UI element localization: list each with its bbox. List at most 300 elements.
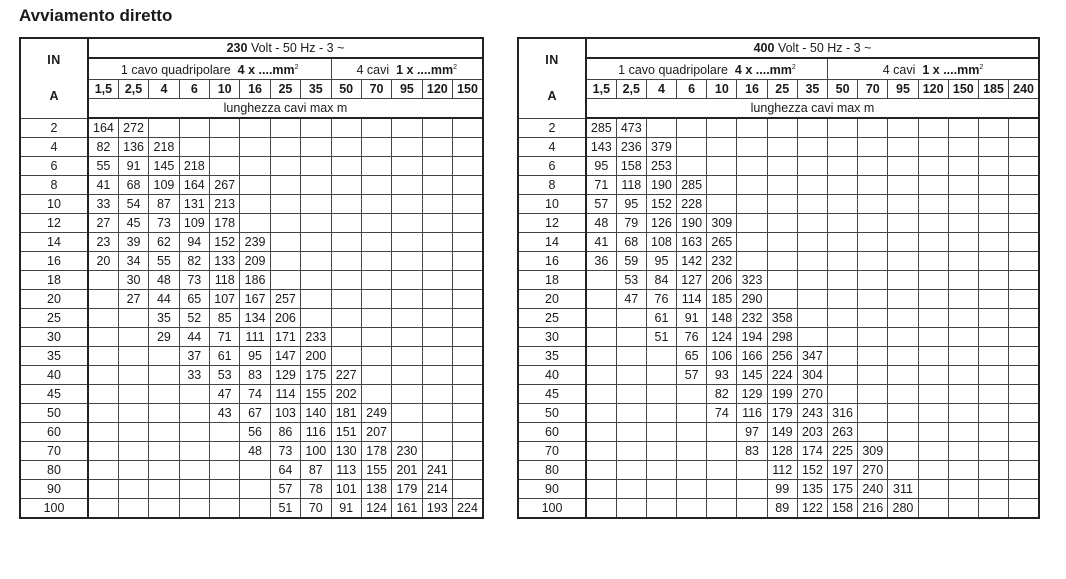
length-cell (707, 195, 737, 214)
length-cell: 44 (179, 328, 209, 347)
length-cell (948, 290, 978, 309)
length-cell: 95 (240, 347, 270, 366)
length-cell (737, 176, 767, 195)
length-cell: 270 (797, 385, 827, 404)
length-cell: 51 (646, 328, 676, 347)
length-cell: 145 (737, 366, 767, 385)
length-cell: 57 (586, 195, 616, 214)
length-cell (918, 176, 948, 195)
length-cell (707, 461, 737, 480)
length-cell (331, 118, 361, 138)
length-cell: 114 (270, 385, 300, 404)
length-cell (978, 176, 1008, 195)
quadripolar-label: 1 cavo quadripolare (120, 63, 231, 78)
length-cell: 218 (149, 138, 179, 157)
length-cell (616, 385, 646, 404)
length-cell (453, 423, 484, 442)
length-cell: 87 (301, 461, 331, 480)
length-cell (948, 214, 978, 233)
length-cell: 23 (88, 233, 118, 252)
length-cell (858, 290, 888, 309)
length-cell (149, 480, 179, 499)
length-cell: 39 (118, 233, 148, 252)
length-cell (858, 176, 888, 195)
length-cell (149, 461, 179, 480)
length-cell: 91 (331, 499, 361, 519)
length-cell (301, 252, 331, 271)
length-cell (392, 195, 422, 214)
length-cell (422, 309, 452, 328)
length-cell: 142 (677, 252, 707, 271)
length-cell (331, 176, 361, 195)
section-header: 4 (646, 80, 676, 99)
length-cell (392, 366, 422, 385)
length-cell: 101 (331, 480, 361, 499)
length-cell (422, 366, 452, 385)
length-cell (149, 404, 179, 423)
length-label: lunghezza cavi max m (88, 99, 483, 119)
length-cell (392, 347, 422, 366)
length-cell: 152 (797, 461, 827, 480)
length-cell: 473 (616, 118, 646, 138)
current-value: 14 (20, 233, 88, 252)
table-row (20, 347, 483, 366)
length-cell (737, 461, 767, 480)
length-cell (331, 252, 361, 271)
length-cell: 140 (301, 404, 331, 423)
length-cell (616, 442, 646, 461)
length-cell: 116 (301, 423, 331, 442)
length-cell (331, 347, 361, 366)
length-cell: 155 (361, 461, 391, 480)
current-value: 100 (20, 499, 88, 519)
length-cell: 227 (331, 366, 361, 385)
length-cell (646, 442, 676, 461)
length-cell (767, 233, 797, 252)
length-cell (422, 176, 452, 195)
length-cell: 78 (301, 480, 331, 499)
table-row (20, 480, 483, 499)
length-cell (918, 366, 948, 385)
length-cell (179, 118, 209, 138)
voltage-spec: Volt - 50 Hz - 3 ~ (247, 41, 345, 55)
length-cell (978, 328, 1008, 347)
section-header: 35 (797, 80, 827, 99)
length-cell: 103 (270, 404, 300, 423)
current-value: 50 (20, 404, 88, 423)
length-cell: 298 (767, 328, 797, 347)
section-header: 70 (858, 80, 888, 99)
length-cell: 93 (707, 366, 737, 385)
length-cell (616, 423, 646, 442)
length-cell (118, 404, 148, 423)
table-row (20, 214, 483, 233)
length-cell: 263 (828, 423, 858, 442)
length-cell (858, 347, 888, 366)
length-cell: 230 (392, 442, 422, 461)
length-cell (88, 423, 118, 442)
length-cell: 285 (677, 176, 707, 195)
quadripolar-formula: 4 x ....mm (734, 63, 792, 78)
current-value: 35 (518, 347, 586, 366)
length-cell (767, 214, 797, 233)
length-cell (737, 499, 767, 519)
single-cables-formula: 1 x ....mm (396, 63, 454, 78)
length-cell: 84 (646, 271, 676, 290)
length-cell (270, 214, 300, 233)
length-cell (737, 233, 767, 252)
length-cell (767, 252, 797, 271)
length-cell: 158 (616, 157, 646, 176)
length-cell (948, 252, 978, 271)
length-cell: 347 (797, 347, 827, 366)
length-cell: 95 (646, 252, 676, 271)
length-cell: 94 (179, 233, 209, 252)
table-row (20, 157, 483, 176)
length-cell: 323 (737, 271, 767, 290)
length-cell: 53 (210, 366, 240, 385)
length-cell (422, 195, 452, 214)
length-cell (586, 328, 616, 347)
length-cell (978, 118, 1008, 138)
length-cell (392, 423, 422, 442)
length-cell (858, 423, 888, 442)
length-cell: 82 (179, 252, 209, 271)
section-header: 16 (240, 80, 270, 99)
length-cell: 186 (240, 271, 270, 290)
length-cell: 151 (331, 423, 361, 442)
length-cell (392, 271, 422, 290)
length-cell (422, 385, 452, 404)
in-column-header (20, 38, 88, 118)
current-value: 90 (20, 480, 88, 499)
length-cell (586, 461, 616, 480)
length-cell (888, 195, 918, 214)
length-cell (888, 176, 918, 195)
length-cell (1009, 480, 1039, 499)
length-cell (240, 480, 270, 499)
length-cell (858, 366, 888, 385)
section-header: 95 (888, 80, 918, 99)
length-cell (331, 157, 361, 176)
length-cell: 225 (828, 442, 858, 461)
current-value: 30 (20, 328, 88, 347)
length-cell (179, 461, 209, 480)
length-cell (797, 233, 827, 252)
length-cell (828, 252, 858, 271)
table-row (518, 118, 1039, 138)
table-row (518, 404, 1039, 423)
length-cell (1009, 423, 1039, 442)
length-cell: 35 (149, 309, 179, 328)
length-cell (858, 214, 888, 233)
length-cell (210, 423, 240, 442)
length-cell (422, 328, 452, 347)
current-value: 80 (518, 461, 586, 480)
single-cables-sup: 2 (979, 64, 984, 71)
length-cell: 194 (737, 328, 767, 347)
length-cell (453, 157, 484, 176)
length-cell (737, 157, 767, 176)
length-cell (797, 157, 827, 176)
section-header: 150 (948, 80, 978, 99)
length-cell (88, 404, 118, 423)
length-cell (422, 347, 452, 366)
length-cell: 68 (118, 176, 148, 195)
length-cell (707, 442, 737, 461)
length-cell: 57 (677, 366, 707, 385)
length-cell (646, 347, 676, 366)
length-cell: 33 (179, 366, 209, 385)
length-cell: 232 (737, 309, 767, 328)
length-cell: 54 (118, 195, 148, 214)
length-cell (858, 233, 888, 252)
length-cell (978, 385, 1008, 404)
length-cell: 118 (616, 176, 646, 195)
length-cell (888, 461, 918, 480)
length-cell: 285 (586, 118, 616, 138)
length-cell: 129 (270, 366, 300, 385)
section-header: 240 (1009, 80, 1039, 99)
section-header: 6 (179, 80, 209, 99)
length-cell: 109 (149, 176, 179, 195)
length-cell (392, 118, 422, 138)
single-cables-header (828, 58, 1040, 80)
length-cell: 34 (118, 252, 148, 271)
length-cell: 167 (240, 290, 270, 309)
length-cell (888, 252, 918, 271)
length-cell: 70 (301, 499, 331, 519)
length-cell (453, 404, 484, 423)
voltage-spec: Volt - 50 Hz - 3 ~ (774, 41, 872, 55)
length-cell: 232 (707, 252, 737, 271)
length-cell: 175 (828, 480, 858, 499)
length-cell (586, 385, 616, 404)
length-cell: 85 (210, 309, 240, 328)
length-cell (240, 138, 270, 157)
length-cell: 114 (677, 290, 707, 309)
current-value: 35 (20, 347, 88, 366)
length-cell (828, 347, 858, 366)
section-header: 16 (737, 80, 767, 99)
length-cell: 193 (422, 499, 452, 519)
length-cell (858, 118, 888, 138)
length-cell (646, 480, 676, 499)
length-cell (586, 366, 616, 385)
length-cell (978, 442, 1008, 461)
length-cell (361, 233, 391, 252)
table-row (20, 385, 483, 404)
length-cell: 309 (858, 442, 888, 461)
length-cell: 107 (210, 290, 240, 309)
current-value: 14 (518, 233, 586, 252)
length-cell (149, 366, 179, 385)
table-row (518, 290, 1039, 309)
length-cell (888, 214, 918, 233)
length-cell (586, 499, 616, 519)
length-cell: 206 (707, 271, 737, 290)
length-cell (422, 290, 452, 309)
table-row (518, 347, 1039, 366)
table-row (20, 423, 483, 442)
length-cell: 228 (677, 195, 707, 214)
length-cell (301, 290, 331, 309)
length-cell (1009, 385, 1039, 404)
length-cell (179, 138, 209, 157)
length-cell: 118 (210, 271, 240, 290)
length-cell: 36 (586, 252, 616, 271)
current-value: 4 (20, 138, 88, 157)
section-header: 1,5 (586, 80, 616, 99)
quadripolar-formula: 4 x ....mm (237, 63, 295, 78)
length-cell (453, 328, 484, 347)
length-cell (118, 366, 148, 385)
length-cell: 64 (270, 461, 300, 480)
length-cell (586, 309, 616, 328)
length-cell (331, 214, 361, 233)
length-cell: 309 (707, 214, 737, 233)
length-cell (918, 461, 948, 480)
length-cell: 197 (828, 461, 858, 480)
page-title: Avviamento diretto (19, 6, 173, 25)
length-cell (240, 195, 270, 214)
length-cell (948, 442, 978, 461)
length-cell: 51 (270, 499, 300, 519)
length-cell (888, 290, 918, 309)
cable-table-400v (517, 37, 1040, 519)
length-cell: 243 (797, 404, 827, 423)
length-cell (707, 423, 737, 442)
length-cell (422, 138, 452, 157)
length-cell (210, 138, 240, 157)
current-value: 70 (20, 442, 88, 461)
length-cell (828, 214, 858, 233)
length-cell: 41 (88, 176, 118, 195)
length-cell (677, 404, 707, 423)
length-cell: 190 (646, 176, 676, 195)
length-cell: 214 (422, 480, 452, 499)
length-cell: 166 (737, 347, 767, 366)
length-cell (707, 480, 737, 499)
table-row (518, 366, 1039, 385)
length-cell: 73 (179, 271, 209, 290)
length-cell: 41 (586, 233, 616, 252)
length-cell: 135 (797, 480, 827, 499)
current-value: 25 (20, 309, 88, 328)
length-cell (240, 157, 270, 176)
length-cell (453, 366, 484, 385)
length-cell (978, 499, 1008, 519)
length-cell (149, 442, 179, 461)
length-cell (888, 385, 918, 404)
length-cell (149, 499, 179, 519)
single-cables-formula: 1 x ....mm (922, 63, 980, 78)
length-cell: 116 (737, 404, 767, 423)
length-cell: 136 (118, 138, 148, 157)
length-cell (918, 385, 948, 404)
length-cell (677, 480, 707, 499)
length-cell (361, 347, 391, 366)
length-cell: 200 (301, 347, 331, 366)
length-cell (767, 290, 797, 309)
table-row (20, 195, 483, 214)
length-cell (948, 423, 978, 442)
length-cell (858, 309, 888, 328)
length-cell (118, 423, 148, 442)
length-cell (737, 138, 767, 157)
length-cell (1009, 195, 1039, 214)
length-cell (948, 404, 978, 423)
length-cell: 71 (210, 328, 240, 347)
length-cell: 83 (737, 442, 767, 461)
length-cell (88, 442, 118, 461)
length-cell: 74 (240, 385, 270, 404)
length-cell (888, 442, 918, 461)
section-row (20, 80, 483, 99)
length-cell: 111 (240, 328, 270, 347)
length-cell (918, 233, 948, 252)
length-cell (918, 328, 948, 347)
length-cell: 83 (240, 366, 270, 385)
length-cell: 253 (646, 157, 676, 176)
current-value: 12 (518, 214, 586, 233)
length-cell (737, 480, 767, 499)
table-row (20, 138, 483, 157)
length-cell (828, 290, 858, 309)
voltage-value: 230 (226, 41, 248, 55)
length-cell: 224 (453, 499, 484, 519)
length-cell (453, 442, 484, 461)
length-cell: 199 (767, 385, 797, 404)
length-cell (586, 290, 616, 309)
length-cell (948, 328, 978, 347)
length-cell (948, 366, 978, 385)
length-cell: 130 (331, 442, 361, 461)
length-cell (118, 328, 148, 347)
current-value: 4 (518, 138, 586, 157)
length-cell (586, 442, 616, 461)
length-cell (888, 233, 918, 252)
length-cell (616, 499, 646, 519)
section-header: 150 (453, 80, 484, 99)
length-cell (361, 195, 391, 214)
length-cell (270, 233, 300, 252)
table-row (20, 461, 483, 480)
length-cell (828, 233, 858, 252)
length-cell (331, 195, 361, 214)
length-cell (888, 366, 918, 385)
length-cell (948, 461, 978, 480)
section-header: 185 (978, 80, 1008, 99)
length-cell (918, 347, 948, 366)
length-cell: 131 (179, 195, 209, 214)
length-cell: 358 (767, 309, 797, 328)
length-cell (422, 442, 452, 461)
length-cell (858, 385, 888, 404)
length-cell: 87 (149, 195, 179, 214)
length-cell (767, 138, 797, 157)
length-cell: 82 (88, 138, 118, 157)
length-cell: 65 (179, 290, 209, 309)
section-header: 70 (361, 80, 391, 99)
length-cell: 106 (707, 347, 737, 366)
current-value: 90 (518, 480, 586, 499)
current-value: 18 (20, 271, 88, 290)
length-cell: 109 (179, 214, 209, 233)
length-cell (422, 404, 452, 423)
length-cell (270, 252, 300, 271)
length-cell (828, 366, 858, 385)
